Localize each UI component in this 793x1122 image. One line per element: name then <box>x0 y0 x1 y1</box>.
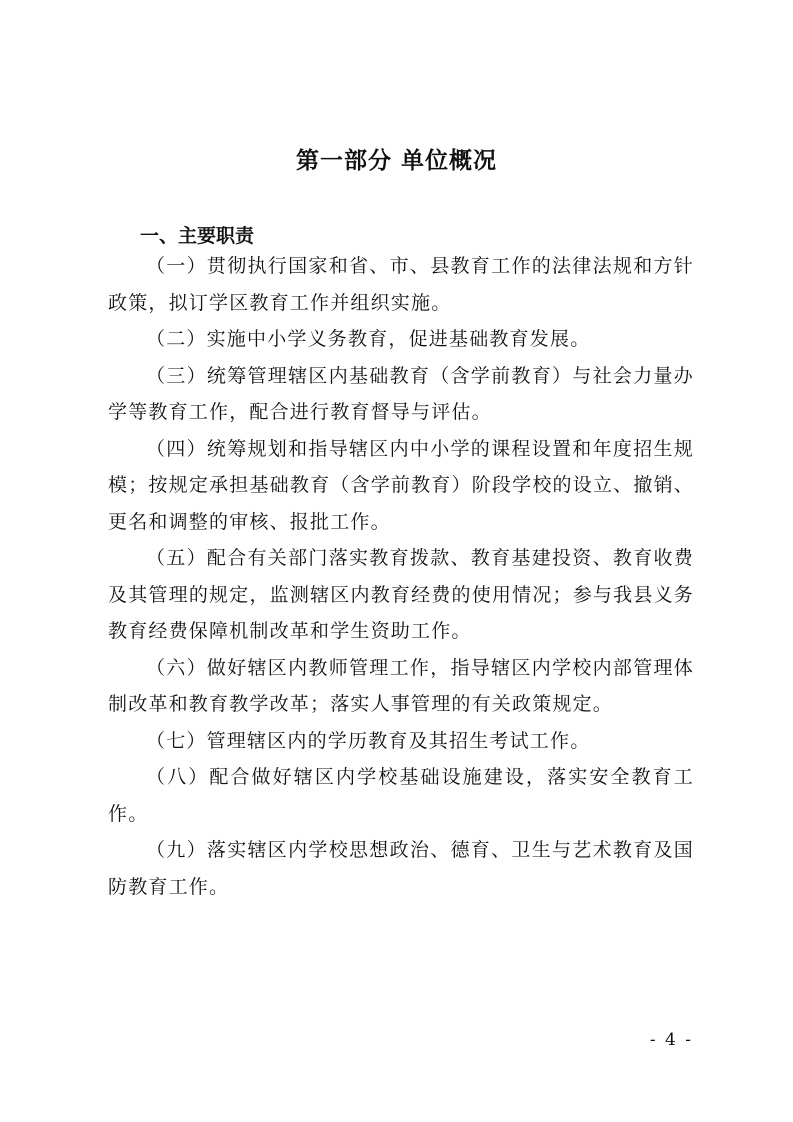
paragraph-1: （一）贯彻执行国家和省、市、县教育工作的法律法规和方针政策，拟订学区教育工作并组织实施。 <box>108 255 694 314</box>
paragraph-9: （九）落实辖区内学校思想政治、德育、卫生与艺术教育及国防教育工作。 <box>108 839 694 898</box>
paragraph-3: （三）统筹管理辖区内基础教育（含学前教育）与社会力量办学等教育工作，配合进行教育督导与评估。 <box>108 364 694 423</box>
document-body <box>108 248 694 905</box>
paragraph-5: （五）配合有关部门落实教育拨款、教育基建投资、教育收费及其管理的规定，监测辖区内教育经费的使用情况；参与我县义务教育经费保障机制改革和学生资助工作。 <box>108 547 694 642</box>
paragraph-6: （六）做好辖区内教师管理工作，指导辖区内学校内部管理体制改革和教育教学改革；落实人事管理的有关政策规定。 <box>108 656 694 715</box>
paragraph-8: （八）配合做好辖区内学校基础设施建设，落实安全教育工作。 <box>108 766 694 825</box>
page-title: 第一部分 单位概况 <box>295 148 497 174</box>
paragraph-7: （七）管理辖区内的学历教育及其招生考试工作。 <box>146 729 591 752</box>
paragraph-2: （二）实施中小学义务教育，促进基础教育发展。 <box>146 328 591 350</box>
paragraph-4: （四）统筹规划和指导辖区内中小学的课程设置和年度招生规模；按规定承担基础教育（含学前教育）阶段学校的设立、撤销、更名和调整的审核、报批工作。 <box>108 437 694 533</box>
section-heading: 一、主要职责 <box>140 225 255 247</box>
page-number: - 4 - <box>649 1030 693 1050</box>
